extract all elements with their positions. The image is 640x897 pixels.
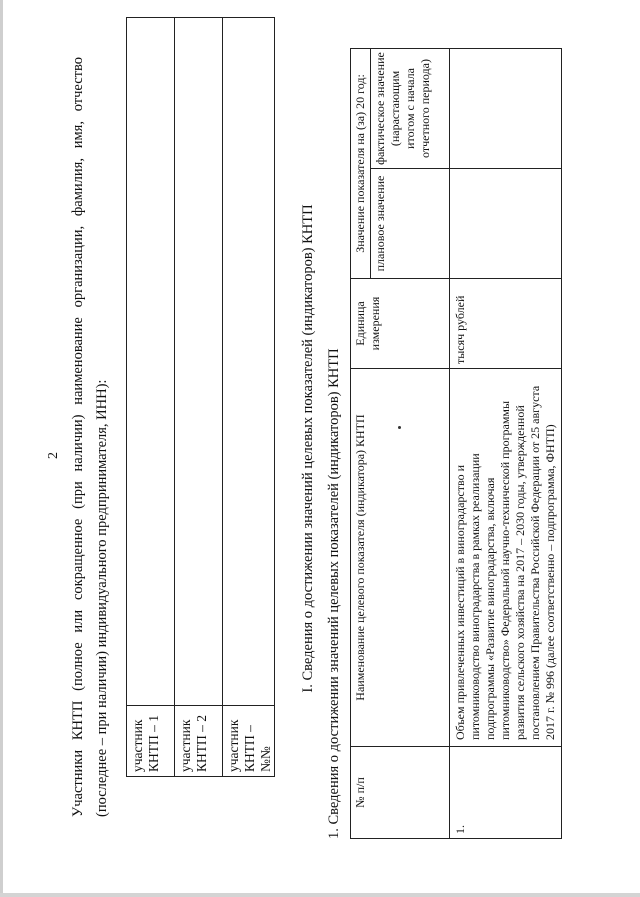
participant-value-cell[interactable] bbox=[127, 18, 175, 706]
section-subtitle: 1. Сведения о достижении значений целевых показателей (индикаторов) КНТП bbox=[326, 348, 342, 839]
header-value-group: Значение показателя на (за) 20 год: bbox=[351, 48, 371, 278]
participant-label-line1: участник bbox=[178, 719, 193, 772]
participant-row bbox=[223, 18, 275, 777]
section-title: I. Сведения о достижении значений целевых показателей (индикаторов) КНТП bbox=[300, 204, 316, 693]
participant-value-cell[interactable] bbox=[223, 18, 275, 706]
participant-row bbox=[175, 18, 223, 777]
participant-value-cell[interactable] bbox=[175, 18, 223, 706]
row-num: 1. bbox=[450, 747, 562, 839]
participant-label bbox=[223, 706, 275, 777]
participant-label bbox=[127, 706, 175, 777]
header-num: № п/п bbox=[351, 747, 450, 839]
table-row bbox=[450, 48, 562, 838]
participants-table bbox=[126, 17, 275, 777]
intro-line-2: (последнее – при наличии) индивидуального предпринимателя, ИНН): bbox=[94, 379, 110, 817]
header-planned: плановое значение bbox=[371, 169, 450, 279]
row-actual-value[interactable] bbox=[450, 48, 562, 168]
participant-label-line1: участник bbox=[226, 719, 241, 772]
header-unit: Единица измерения bbox=[351, 279, 450, 369]
row-planned-value[interactable] bbox=[450, 169, 562, 279]
header-actual: фактическое значение (нарастающим итогом с начала отчетного периода) bbox=[371, 48, 450, 168]
header-indicator-name: Наименование целевого показателя (индикатора) КНТП bbox=[351, 369, 450, 747]
indicators-table bbox=[350, 48, 562, 839]
row-unit: тысяч рублей bbox=[450, 279, 562, 369]
table-header-row bbox=[351, 48, 371, 838]
row-indicator-name: Объем привлеченных инвестиций в виноградарство и питомниководство виноградарства в рамках реализации подпрограммы «Развитие виноградарства, включая питомниководство» Федеральной научно-технической программы развития сельского хозяйства на 2017 – 2030 годы, утвержденной постановлением Правительства Российской Федерации от 25 августа 2017 г. № 996 (далее соответственно – подпрограмма, ФНТП) bbox=[450, 369, 562, 747]
scan-ink-dot bbox=[398, 426, 401, 429]
participants-intro bbox=[66, 57, 114, 817]
participant-label-line2: КНТП – №№ bbox=[242, 725, 273, 772]
participant-label-line2: КНТП – 1 bbox=[146, 715, 161, 772]
page-number: 2 bbox=[46, 452, 61, 459]
intro-line-1: Участники КНТП (полное или сокращенное (при наличии) наименование организации, фамилия, имя, отчество bbox=[70, 57, 86, 817]
participant-row bbox=[127, 18, 175, 777]
participant-label-line1: участник bbox=[130, 719, 145, 772]
participant-label bbox=[175, 706, 223, 777]
participant-label-line2: КНТП – 2 bbox=[194, 715, 209, 772]
